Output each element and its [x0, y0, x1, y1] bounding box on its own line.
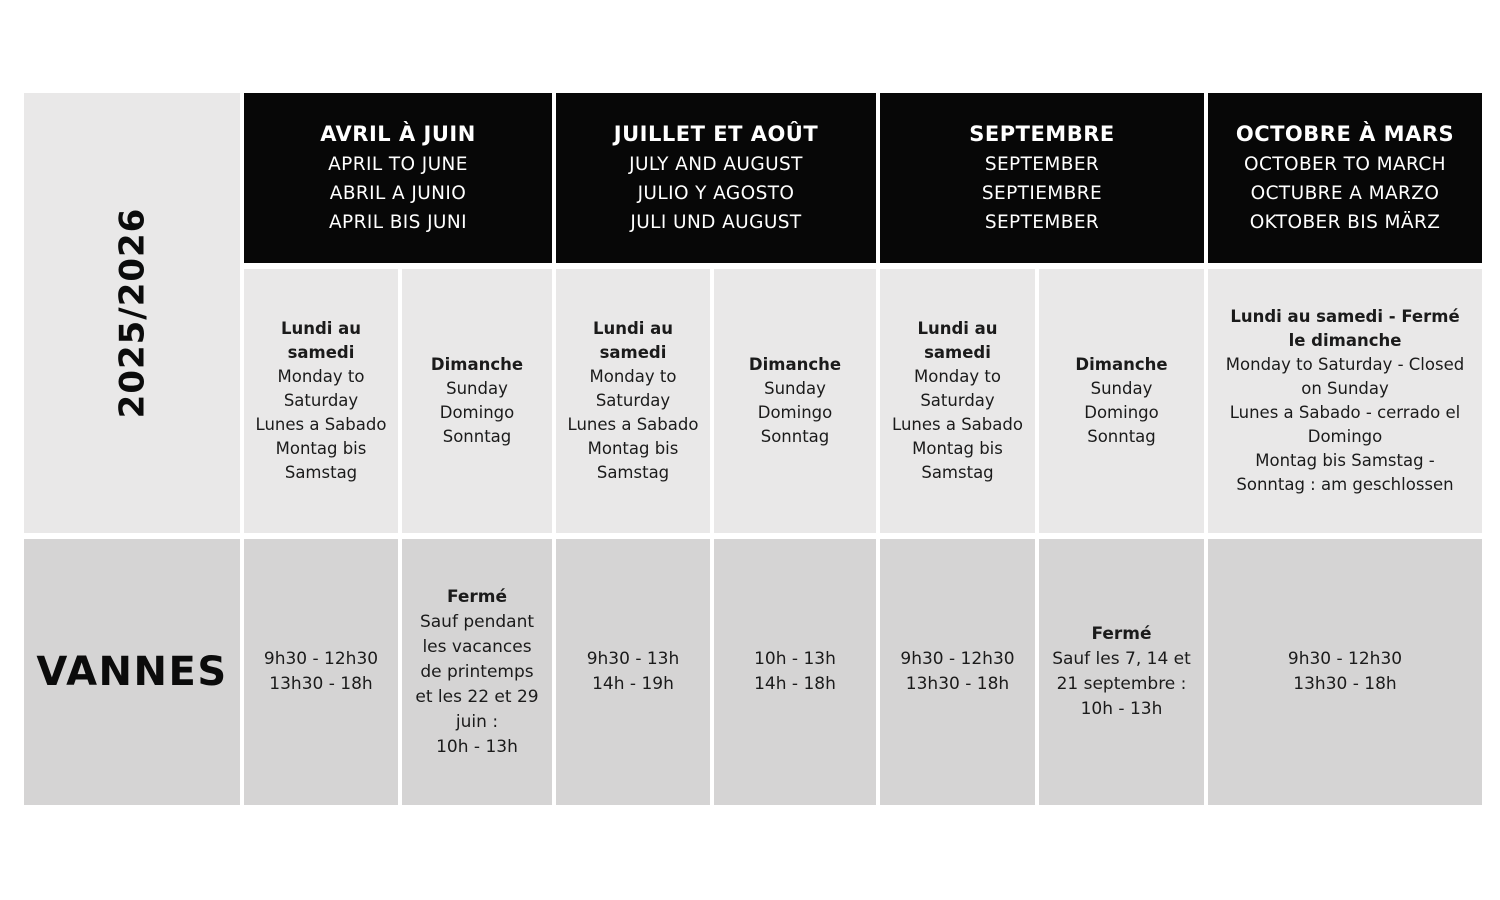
closed-exception: Sauf les 7, 14 et 21 septembre : — [1052, 649, 1191, 694]
day-label-es: Lunes a Sabado — [892, 415, 1023, 434]
hours-line: 14h - 18h — [754, 674, 836, 694]
day-label-fr: Lundi au samedi — [917, 319, 998, 362]
day-label-en: Sunday — [764, 379, 826, 398]
hours-line: 10h - 13h — [436, 736, 518, 757]
period-subtitle-es: ABRIL A JUNIO — [329, 183, 467, 204]
day-label-en: Sunday — [1090, 379, 1153, 398]
closed-label: Fermé — [446, 586, 508, 607]
hours-line: 13h30 - 18h — [1293, 674, 1397, 694]
period-subtitle-de: OKTOBER BIS MÄRZ — [1249, 212, 1441, 233]
period-title: JUILLET ET AOÛT — [613, 122, 819, 146]
period-header-juillet-aout — [556, 93, 876, 263]
period-title: SEPTEMBRE — [969, 122, 1115, 146]
period-subtitle-en: SEPTEMBER — [984, 154, 1100, 175]
hours-septembre-weekdays — [880, 539, 1035, 805]
closed-exception: Sauf pendant les vacances de printemps et les 22 et 29 juin : — [415, 611, 539, 732]
day-label-fr: Lundi au samedi — [280, 319, 362, 362]
day-label-de: Sonntag — [442, 427, 512, 446]
hours-septembre-sunday — [1039, 539, 1204, 805]
hours-octobre-mars — [1208, 539, 1482, 805]
day-label-de: Montag bis Samstag — [912, 439, 1003, 482]
day-label-es: Lunes a Sabado - cerrado el Domingo — [1229, 403, 1461, 446]
period-subtitle-es: OCTUBRE A MARZO — [1250, 183, 1440, 204]
day-label-en: Monday to Saturday — [589, 367, 677, 410]
hours-line: 9h30 - 12h30 — [263, 649, 379, 669]
hours-line: 9h30 - 13h — [586, 649, 680, 669]
day-label-de: Sonntag — [1087, 427, 1156, 446]
day-label-de: Montag bis Samstag - Sonntag : am geschlossen — [1236, 451, 1454, 494]
day-label-de: Montag bis Samstag — [275, 439, 367, 482]
period-subtitle-en: APRIL TO JUNE — [328, 154, 468, 175]
day-header-octobre-mars — [1208, 269, 1482, 533]
venue-label: VANNES — [36, 649, 228, 695]
season-cell — [24, 93, 240, 533]
hours-line: 10h - 13h — [754, 649, 836, 669]
period-header-octobre-mars — [1208, 93, 1482, 263]
day-label-es: Domingo — [757, 403, 833, 422]
day-header-sunday-avril-juin — [402, 269, 552, 533]
venue-cell — [24, 539, 240, 805]
period-subtitle-de: APRIL BIS JUNI — [329, 212, 467, 233]
closed-label: Fermé — [1091, 624, 1152, 644]
hours-line: 10h - 13h — [1080, 699, 1163, 719]
period-subtitle-en: JULY AND AUGUST — [629, 154, 803, 175]
day-label-en: Monday to Saturday - Closed on Sunday — [1225, 355, 1465, 398]
hours-juillet-aout-weekdays — [556, 539, 710, 805]
period-title: AVRIL À JUIN — [320, 122, 476, 146]
opening-hours-table — [24, 93, 1482, 805]
day-label-en: Monday to Saturday — [914, 367, 1001, 410]
day-label-fr: Dimanche — [748, 355, 842, 374]
period-header-septembre — [880, 93, 1204, 263]
period-subtitle-de: JULI UND AUGUST — [630, 212, 802, 233]
day-label-fr: Lundi au samedi — [592, 319, 674, 362]
period-subtitle-en: OCTOBER TO MARCH — [1244, 154, 1446, 175]
day-header-weekdays-juillet-aout — [556, 269, 710, 533]
hours-line: 9h30 - 12h30 — [1287, 649, 1403, 669]
day-label-es: Domingo — [439, 403, 515, 422]
season-label: 2025/2026 — [112, 207, 152, 419]
day-label-es: Lunes a Sabado — [567, 415, 699, 434]
day-header-sunday-juillet-aout — [714, 269, 876, 533]
period-subtitle-es: SEPTIEMBRE — [981, 183, 1103, 204]
hours-line: 13h30 - 18h — [269, 674, 373, 694]
day-label-en: Sunday — [446, 379, 508, 398]
day-header-weekdays-avril-juin — [244, 269, 398, 533]
hours-avril-juin-sunday — [402, 539, 552, 805]
day-label-fr: Lundi au samedi - Fermé le dimanche — [1230, 307, 1460, 350]
day-header-sunday-septembre — [1039, 269, 1204, 533]
day-label-fr: Dimanche — [1075, 355, 1168, 374]
period-header-avril-juin — [244, 93, 552, 263]
day-label-en: Monday to Saturday — [277, 367, 365, 410]
day-label-de: Montag bis Samstag — [587, 439, 679, 482]
day-label-es: Lunes a Sabado — [255, 415, 387, 434]
period-subtitle-es: JULIO Y AGOSTO — [637, 183, 795, 204]
day-label-de: Sonntag — [760, 427, 830, 446]
hours-juillet-aout-sunday — [714, 539, 876, 805]
day-label-es: Domingo — [1084, 403, 1159, 422]
hours-line: 14h - 19h — [592, 674, 674, 694]
day-header-weekdays-septembre — [880, 269, 1035, 533]
day-label-fr: Dimanche — [430, 355, 524, 374]
hours-line: 9h30 - 12h30 — [900, 649, 1015, 669]
period-subtitle-de: SEPTEMBER — [984, 212, 1100, 233]
hours-line: 13h30 - 18h — [905, 674, 1010, 694]
hours-avril-juin-weekdays — [244, 539, 398, 805]
period-title: OCTOBRE À MARS — [1235, 122, 1455, 146]
